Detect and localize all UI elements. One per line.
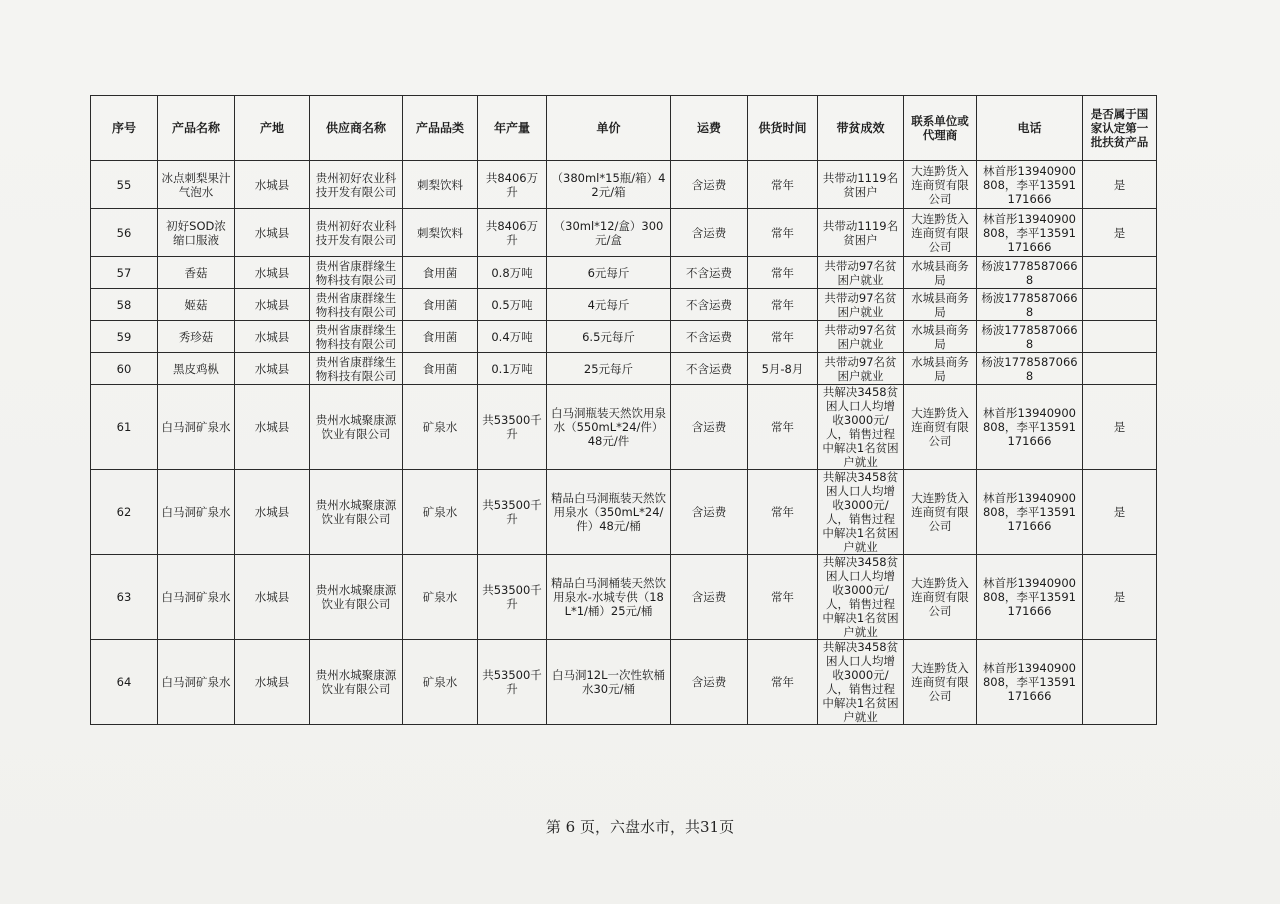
cell-no: 61: [91, 385, 158, 470]
cell-contact: 大连黔货入连商贸有限公司: [904, 555, 977, 640]
cell-contact: 大连黔货入连商贸有限公司: [904, 209, 977, 257]
table-row: [91, 289, 1157, 321]
cell-unit-price: 4元每斤: [547, 289, 671, 321]
cell-category: 矿泉水: [403, 555, 478, 640]
cell-no: 58: [91, 289, 158, 321]
table-row: [91, 385, 1157, 470]
cell-product-name: 姬菇: [158, 289, 235, 321]
cell-product-name: 初好SOD浓缩口服液: [158, 209, 235, 257]
header-category: 产品品类: [403, 96, 478, 161]
cell-category: 矿泉水: [403, 470, 478, 555]
cell-annual-output: 0.5万吨: [478, 289, 547, 321]
cell-supplier: 贵州省康群缘生物科技有限公司: [310, 289, 403, 321]
cell-contact: 大连黔货入连商贸有限公司: [904, 385, 977, 470]
cell-supply-time: 常年: [748, 640, 818, 725]
cell-no: 62: [91, 470, 158, 555]
header-no: 序号: [91, 96, 158, 161]
cell-no: 55: [91, 161, 158, 209]
cell-supplier: 贵州水城聚康源饮业有限公司: [310, 555, 403, 640]
cell-annual-output: 0.8万吨: [478, 257, 547, 289]
cell-supply-time: 常年: [748, 470, 818, 555]
cell-origin: 水城县: [235, 209, 310, 257]
cell-phone: 林首彤13940900808，李平13591171666: [977, 385, 1083, 470]
header-contact: 联系单位或代理商: [904, 96, 977, 161]
cell-phone: 杨波17785870668: [977, 353, 1083, 385]
cell-freight: 含运费: [671, 470, 748, 555]
cell-certified: [1083, 353, 1157, 385]
cell-freight: 不含运费: [671, 289, 748, 321]
cell-phone: 林首彤13940900808，李平13591171666: [977, 640, 1083, 725]
cell-supplier: 贵州水城聚康源饮业有限公司: [310, 470, 403, 555]
cell-unit-price: 精品白马洞桶装天然饮用泉水-水城专供（18L*1/桶）25元/桶: [547, 555, 671, 640]
cell-unit-price: 白马洞12L一次性软桶水30元/桶: [547, 640, 671, 725]
cell-unit-price: 6元每斤: [547, 257, 671, 289]
cell-category: 食用菌: [403, 289, 478, 321]
cell-unit-price: 25元每斤: [547, 353, 671, 385]
cell-certified: 是: [1083, 385, 1157, 470]
cell-certified: 是: [1083, 555, 1157, 640]
cell-product-name: 冰点刺梨果汁气泡水: [158, 161, 235, 209]
cell-category: 矿泉水: [403, 640, 478, 725]
cell-phone: 林首彤13940900808，李平13591171666: [977, 555, 1083, 640]
cell-no: 59: [91, 321, 158, 353]
cell-contact: 水城县商务局: [904, 321, 977, 353]
table-header-row: [91, 96, 1157, 161]
cell-phone: 林首彤13940900808，李平13591171666: [977, 161, 1083, 209]
cell-supply-time: 5月-8月: [748, 353, 818, 385]
table-row: [91, 257, 1157, 289]
cell-unit-price: 精品白马洞瓶装天然饮用泉水（350mL*24/件）48元/桶: [547, 470, 671, 555]
cell-no: 63: [91, 555, 158, 640]
product-table: [90, 95, 1157, 725]
cell-origin: 水城县: [235, 470, 310, 555]
cell-phone: 杨波17785870668: [977, 289, 1083, 321]
cell-freight: 含运费: [671, 555, 748, 640]
cell-supply-time: 常年: [748, 385, 818, 470]
cell-certified: [1083, 257, 1157, 289]
cell-annual-output: 共53500千升: [478, 640, 547, 725]
cell-certified: 是: [1083, 209, 1157, 257]
table-row: [91, 353, 1157, 385]
cell-freight: 含运费: [671, 209, 748, 257]
cell-unit-price: （30ml*12/盒）300元/盒: [547, 209, 671, 257]
table-row: [91, 555, 1157, 640]
header-phone: 电话: [977, 96, 1083, 161]
cell-poverty-effect: 共解决3458贫困人口人均增收3000元/人，销售过程中解决1名贫困户就业: [818, 385, 904, 470]
cell-product-name: 香菇: [158, 257, 235, 289]
cell-category: 食用菌: [403, 257, 478, 289]
cell-phone: 林首彤13940900808，李平13591171666: [977, 209, 1083, 257]
cell-poverty-effect: 共带动97名贫困户就业: [818, 321, 904, 353]
cell-supplier: 贵州初好农业科技开发有限公司: [310, 161, 403, 209]
cell-product-name: 黑皮鸡枞: [158, 353, 235, 385]
cell-certified: [1083, 321, 1157, 353]
header-origin: 产地: [235, 96, 310, 161]
cell-supply-time: 常年: [748, 209, 818, 257]
cell-product-name: 白马洞矿泉水: [158, 555, 235, 640]
cell-origin: 水城县: [235, 353, 310, 385]
cell-contact: 水城县商务局: [904, 257, 977, 289]
cell-freight: 含运费: [671, 161, 748, 209]
header-unit-price: 单价: [547, 96, 671, 161]
cell-category: 食用菌: [403, 353, 478, 385]
cell-category: 食用菌: [403, 321, 478, 353]
cell-supply-time: 常年: [748, 321, 818, 353]
cell-category: 矿泉水: [403, 385, 478, 470]
header-product-name: 产品名称: [158, 96, 235, 161]
header-certified: 是否属于国家认定第一批扶贫产品: [1083, 96, 1157, 161]
cell-supplier: 贵州水城聚康源饮业有限公司: [310, 640, 403, 725]
cell-product-name: 秀珍菇: [158, 321, 235, 353]
cell-phone: 林首彤13940900808，李平13591171666: [977, 470, 1083, 555]
cell-origin: 水城县: [235, 289, 310, 321]
header-supply-time: 供货时间: [748, 96, 818, 161]
header-annual-output: 年产量: [478, 96, 547, 161]
cell-freight: 不含运费: [671, 321, 748, 353]
cell-supplier: 贵州省康群缘生物科技有限公司: [310, 321, 403, 353]
cell-contact: 大连黔货入连商贸有限公司: [904, 470, 977, 555]
cell-poverty-effect: 共带动97名贫困户就业: [818, 289, 904, 321]
cell-origin: 水城县: [235, 161, 310, 209]
cell-freight: 含运费: [671, 640, 748, 725]
cell-annual-output: 共53500千升: [478, 470, 547, 555]
cell-origin: 水城县: [235, 385, 310, 470]
cell-poverty-effect: 共解决3458贫困人口人均增收3000元/人，销售过程中解决1名贫困户就业: [818, 555, 904, 640]
cell-poverty-effect: 共解决3458贫困人口人均增收3000元/人，销售过程中解决1名贫困户就业: [818, 640, 904, 725]
cell-phone: 杨波17785870668: [977, 257, 1083, 289]
cell-origin: 水城县: [235, 640, 310, 725]
cell-annual-output: 0.1万吨: [478, 353, 547, 385]
table-row: [91, 640, 1157, 725]
header-poverty-effect: 带贫成效: [818, 96, 904, 161]
cell-supply-time: 常年: [748, 257, 818, 289]
cell-annual-output: 共8406万升: [478, 209, 547, 257]
cell-origin: 水城县: [235, 555, 310, 640]
cell-no: 64: [91, 640, 158, 725]
cell-no: 60: [91, 353, 158, 385]
cell-contact: 水城县商务局: [904, 353, 977, 385]
cell-supplier: 贵州省康群缘生物科技有限公司: [310, 257, 403, 289]
cell-product-name: 白马洞矿泉水: [158, 640, 235, 725]
header-freight: 运费: [671, 96, 748, 161]
table-row: [91, 470, 1157, 555]
cell-poverty-effect: 共带动97名贫困户就业: [818, 257, 904, 289]
cell-freight: 不含运费: [671, 353, 748, 385]
cell-origin: 水城县: [235, 321, 310, 353]
cell-certified: 是: [1083, 470, 1157, 555]
cell-supplier: 贵州初好农业科技开发有限公司: [310, 209, 403, 257]
cell-no: 56: [91, 209, 158, 257]
table-row: [91, 209, 1157, 257]
cell-certified: [1083, 289, 1157, 321]
cell-certified: 是: [1083, 161, 1157, 209]
page-footer: 第 6 页，六盘水市，共31页: [545, 818, 735, 836]
cell-category: 刺梨饮料: [403, 209, 478, 257]
cell-poverty-effect: 共解决3458贫困人口人均增收3000元/人，销售过程中解决1名贫困户就业: [818, 470, 904, 555]
cell-annual-output: 共8406万升: [478, 161, 547, 209]
cell-origin: 水城县: [235, 257, 310, 289]
header-supplier: 供应商名称: [310, 96, 403, 161]
cell-contact: 大连黔货入连商贸有限公司: [904, 161, 977, 209]
cell-contact: 大连黔货入连商贸有限公司: [904, 640, 977, 725]
cell-unit-price: （380ml*15瓶/箱）42元/箱: [547, 161, 671, 209]
cell-freight: 含运费: [671, 385, 748, 470]
cell-no: 57: [91, 257, 158, 289]
cell-freight: 不含运费: [671, 257, 748, 289]
cell-unit-price: 白马洞瓶装天然饮用泉水（550mL*24/件）48元/件: [547, 385, 671, 470]
cell-certified: [1083, 640, 1157, 725]
cell-poverty-effect: 共带动97名贫困户就业: [818, 353, 904, 385]
cell-annual-output: 共53500千升: [478, 385, 547, 470]
cell-supplier: 贵州省康群缘生物科技有限公司: [310, 353, 403, 385]
cell-category: 刺梨饮料: [403, 161, 478, 209]
table-row: [91, 161, 1157, 209]
cell-contact: 水城县商务局: [904, 289, 977, 321]
cell-phone: 杨波17785870668: [977, 321, 1083, 353]
cell-unit-price: 6.5元每斤: [547, 321, 671, 353]
cell-product-name: 白马洞矿泉水: [158, 470, 235, 555]
cell-supply-time: 常年: [748, 289, 818, 321]
cell-product-name: 白马洞矿泉水: [158, 385, 235, 470]
cell-annual-output: 0.4万吨: [478, 321, 547, 353]
cell-annual-output: 共53500千升: [478, 555, 547, 640]
cell-supply-time: 常年: [748, 555, 818, 640]
table-row: [91, 321, 1157, 353]
cell-supplier: 贵州水城聚康源饮业有限公司: [310, 385, 403, 470]
cell-supply-time: 常年: [748, 161, 818, 209]
cell-poverty-effect: 共带动1119名贫困户: [818, 209, 904, 257]
cell-poverty-effect: 共带动1119名贫困户: [818, 161, 904, 209]
